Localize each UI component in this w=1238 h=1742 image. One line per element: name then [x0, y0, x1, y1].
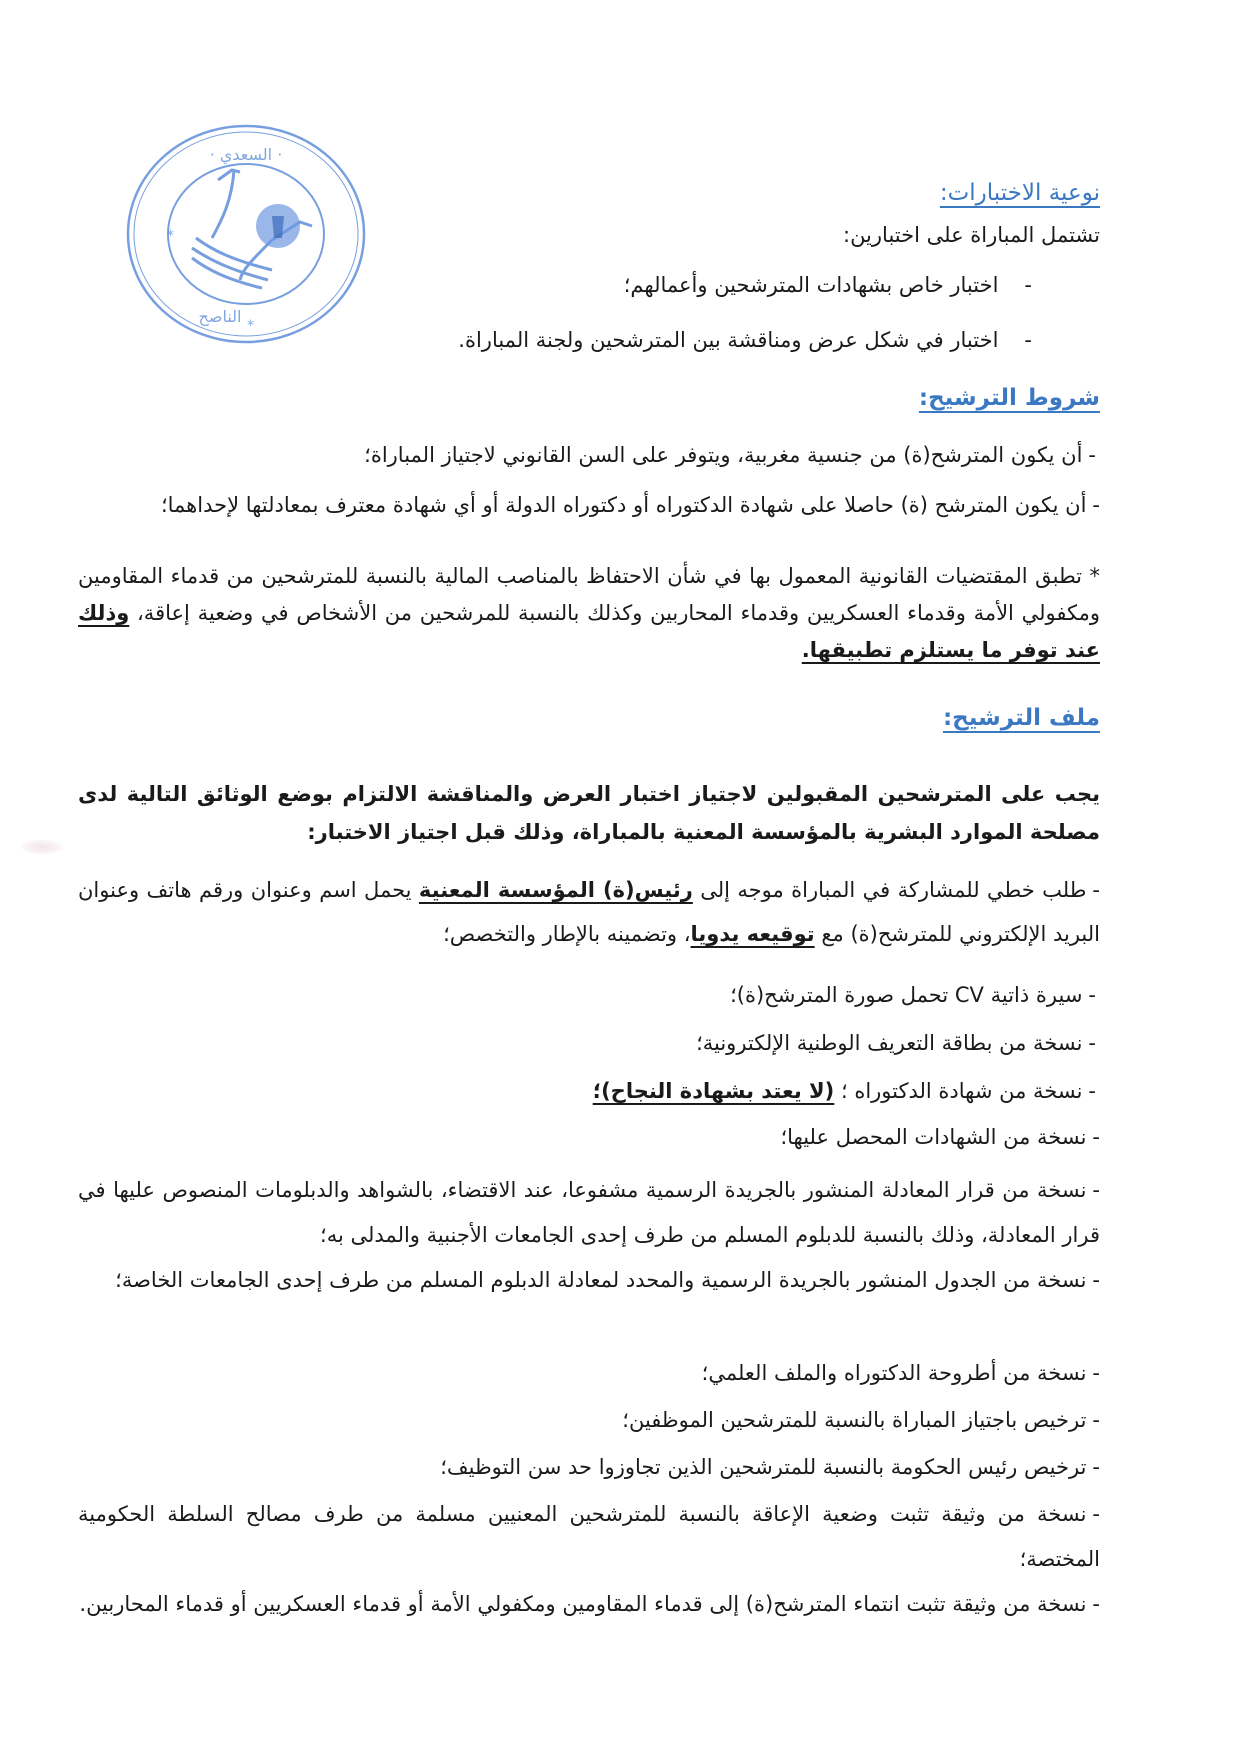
condition-item-text: أن يكون المترشح (ة) حاصلا على شهادة الدكتوراه أو دكتوراه الدولة أو أي شهادة معترف بمعادلتها لإحداهما؛: [160, 493, 1087, 517]
request-letter-text: طلب خطي للمشاركة في المباراة موجه إلى: [700, 878, 1087, 902]
bullet-dash: -: [1088, 443, 1096, 467]
bullet-dash: -: [1092, 1408, 1100, 1432]
condition-item-text: أن يكون المترشح(ة) من جنسية مغربية، ويتوفر على السن القانوني لاجتياز المباراة؛: [364, 443, 1083, 467]
file-item-id-card: [696, 1028, 1096, 1058]
bullet-dash: -: [1092, 1502, 1100, 1526]
thesis-item-text: نسخة من أطروحة الدكتوراه والملف العلمي؛: [701, 1361, 1087, 1385]
veterans-document-text: نسخة من وثيقة تثبت انتماء المترشح(ة) إلى قدماء المقاومين ومكفولي الأمة أو قدماء العسكريين أو قدماء المحاربين.: [79, 1592, 1087, 1616]
stamp-seal-icon: [122, 120, 370, 348]
id-item-text: نسخة من بطاقة التعريف الوطنية الإلكترونية؛: [696, 1031, 1083, 1055]
file-section-heading: ملف الترشيح:: [942, 705, 1100, 731]
employee-authorization-text: ترخيص باجتياز المباراة بالنسبة للمترشحين الموظفين؛: [622, 1408, 1087, 1432]
request-letter-text: يحمل اسم وعنوان ورقم هاتف وعنوان البريد الإلكتروني للمترشح(ة) مع: [78, 878, 1100, 946]
file-item-thesis: [702, 1358, 1100, 1388]
file-item-employee-authorization: [622, 1405, 1100, 1435]
file-item-veterans-document: [78, 1582, 1100, 1627]
bullet-dash: -: [1092, 1178, 1100, 1202]
svg-text:*: *: [167, 228, 174, 244]
certificates-item-text: نسخة من الشهادات المحصل عليها؛: [780, 1125, 1087, 1149]
tests-item-1: [624, 270, 1032, 300]
svg-text:· السعدي ·: · السعدي ·: [209, 145, 283, 164]
file-item-equivalence-table: [78, 1258, 1100, 1303]
bullet-dash: -: [1092, 878, 1100, 902]
bullet-dash: -: [1092, 1125, 1100, 1149]
bullet-dash: -: [1088, 1031, 1096, 1055]
doctorate-item-emphasis: (لا يعتد بشهادة النجاح)؛: [592, 1079, 835, 1103]
tests-item-2: [458, 325, 1032, 355]
svg-text:الناصح: الناصح: [198, 307, 242, 326]
file-intro: يجب على المترشحين المقبولين لاجتياز اختبار العرض والمناقشة الالتزام بوضع الوثائق التالية لدى مصلحة الموارد البشرية بالمؤسسة المعنية بالمباراة، وذلك قبل اجتياز الاختبار:: [78, 782, 1100, 844]
file-item-certificates: [780, 1122, 1100, 1152]
condition-item-1: [364, 440, 1096, 470]
note-text: * تطبق المقتضيات القانونية المعمول بها في شأن الاحتفاظ بالمناصب المالية بالنسبة للمترشحين من قدماء المقاومين ومكفولي الأمة وقدماء العسكريين وقدماء المحاربين وكذلك بالنسبة للمرشحين من الأشخاص في وضعية إعاقة،: [78, 564, 1100, 625]
conditions-note: [78, 558, 1100, 669]
bullet-dash: -: [1092, 1268, 1100, 1292]
tests-intro: تشتمل المباراة على اختبارين:: [843, 223, 1100, 247]
bullet-dash: -: [1092, 1592, 1100, 1616]
file-item-disability-document: [78, 1492, 1100, 1582]
request-letter-emphasis-signature: توقيعه يدويا: [690, 922, 815, 946]
cv-item-text: سيرة ذاتية CV تحمل صورة المترشح(ة)؛: [730, 983, 1083, 1007]
tests-item-text: اختبار في شكل عرض ومناقشة بين المترشحين ولجنة المباراة.: [458, 328, 999, 352]
bullet-dash: -: [1024, 273, 1032, 297]
pm-authorization-text: ترخيص رئيس الحكومة بالنسبة للمترشحين الذين تجاوزوا حد سن التوظيف؛: [440, 1455, 1087, 1479]
file-item-pm-authorization: [440, 1452, 1100, 1482]
file-item-request-letter: [78, 868, 1100, 956]
bullet-dash: -: [1092, 1361, 1100, 1385]
bullet-dash: -: [1092, 493, 1100, 517]
bullet-dash: -: [1088, 983, 1096, 1007]
bullet-dash: -: [1088, 1079, 1096, 1103]
request-letter-text: ، وتضمينه بالإطار والتخصص؛: [443, 922, 691, 946]
tests-item-text: اختبار خاص بشهادات المترشحين وأعمالهم؛: [623, 273, 999, 297]
equivalence-table-text: نسخة من الجدول المنشور بالجريدة الرسمية والمحدد لمعادلة الدبلوم المسلم من طرف إحدى الجامعات الخاصة؛: [115, 1268, 1087, 1292]
file-item-cv: [730, 980, 1096, 1010]
bullet-dash: -: [1092, 1455, 1100, 1479]
equivalence-decree-text: نسخة من قرار المعادلة المنشور بالجريدة الرسمية مشفوعا، عند الاقتضاء، بالشواهد والدبلومات المنصوص عليها في قرار المعادلة، وذلك بالنسبة للدبلوم المسلم من طرف إحدى الجامعات الأجنبية والمدلى به؛: [78, 1178, 1100, 1247]
doctorate-item-text: نسخة من شهادة الدكتوراه ؛: [840, 1079, 1083, 1103]
bullet-dash: -: [1024, 328, 1032, 352]
official-stamp: [122, 120, 370, 348]
conditions-section-heading: شروط الترشيح:: [918, 385, 1100, 411]
svg-text:*: *: [247, 318, 254, 334]
condition-item-2: [161, 490, 1100, 520]
note-emphasis: وذلك عند توفر ما يستلزم تطبيقها.: [78, 601, 1100, 662]
file-item-doctorate: [593, 1076, 1096, 1106]
tests-section-heading: نوعية الاختبارات:: [939, 180, 1100, 206]
disability-document-text: نسخة من وثيقة تثبت وضعية الإعاقة بالنسبة للمترشحين المعنيين مسلمة من طرف مصالح السلطة الحكومية المختصة؛: [78, 1502, 1100, 1571]
request-letter-emphasis-recipient: رئيس(ة) المؤسسة المعنية: [418, 878, 693, 902]
file-item-equivalence-decree: [78, 1168, 1100, 1258]
scan-smudge: [22, 840, 62, 854]
